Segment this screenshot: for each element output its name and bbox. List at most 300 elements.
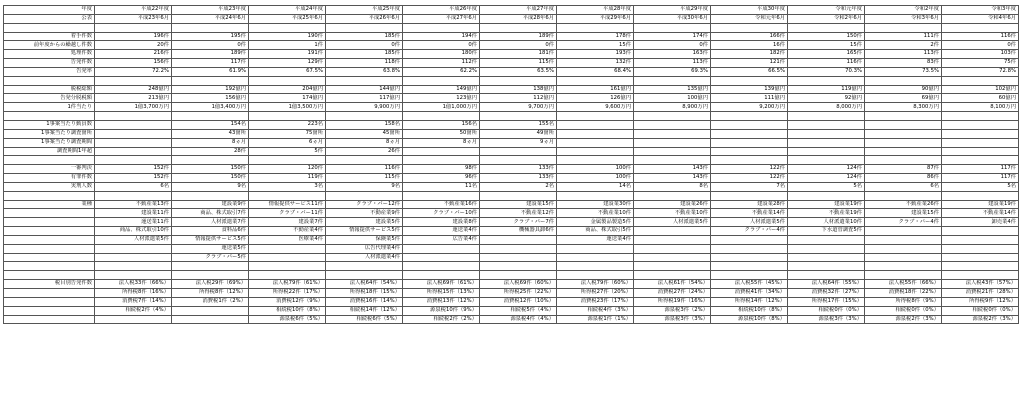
table-cell[interactable]: 商品、株式取引7件: [172, 209, 249, 218]
table-cell[interactable]: 75箇所: [249, 129, 326, 138]
table-cell[interactable]: 源泉税3件（2%）: [634, 306, 711, 315]
table-cell[interactable]: 1億1,000万円: [403, 103, 480, 112]
table-cell[interactable]: [634, 120, 711, 129]
table-cell[interactable]: 112億円: [480, 94, 557, 103]
table-cell[interactable]: 117件: [942, 174, 1019, 183]
table-cell[interactable]: 119億円: [788, 85, 865, 94]
table-cell[interactable]: [403, 147, 480, 156]
table-cell[interactable]: 建設業5件: [326, 218, 403, 227]
table-cell[interactable]: 源泉税10件（9%）: [403, 306, 480, 315]
table-cell[interactable]: 49箇所: [480, 129, 557, 138]
table-cell[interactable]: 6名: [865, 182, 942, 191]
table-cell[interactable]: 令和3年度: [942, 6, 1019, 15]
table-cell[interactable]: 相続税2件（2%）: [403, 315, 480, 324]
table-cell[interactable]: 消費税41件（34%）: [711, 289, 788, 298]
table-cell[interactable]: 源泉税2件（3%）: [865, 315, 942, 324]
table-cell[interactable]: 5名: [788, 182, 865, 191]
table-cell[interactable]: [480, 112, 557, 121]
table-cell[interactable]: 124件: [788, 165, 865, 174]
table-cell[interactable]: 63.8%: [326, 67, 403, 76]
table-cell[interactable]: 45箇所: [326, 129, 403, 138]
table-cell[interactable]: 消費税32件（27%）: [788, 289, 865, 298]
table-cell[interactable]: 2件: [865, 41, 942, 50]
table-cell[interactable]: 150件: [172, 174, 249, 183]
table-cell[interactable]: [249, 244, 326, 253]
table-cell[interactable]: 建設業9件: [172, 200, 249, 209]
row-label[interactable]: 1事案当たり動員数: [4, 120, 95, 129]
table-cell[interactable]: 102億円: [942, 85, 1019, 94]
table-cell[interactable]: [788, 235, 865, 244]
table-cell[interactable]: 96件: [403, 174, 480, 183]
table-cell[interactable]: 源泉税1件（1%）: [557, 315, 634, 324]
table-cell[interactable]: 8名: [634, 182, 711, 191]
row-label[interactable]: [4, 112, 95, 121]
table-cell[interactable]: 令和2年度: [865, 6, 942, 15]
row-label[interactable]: [4, 235, 95, 244]
table-cell[interactable]: [634, 129, 711, 138]
table-cell[interactable]: [634, 147, 711, 156]
table-cell[interactable]: 66.5%: [711, 67, 788, 76]
table-cell[interactable]: 人材派遣業5件: [95, 235, 172, 244]
table-cell[interactable]: [711, 76, 788, 85]
table-cell[interactable]: 122件: [711, 174, 788, 183]
table-cell[interactable]: 0件: [403, 41, 480, 50]
table-cell[interactable]: 3名: [249, 182, 326, 191]
table-cell[interactable]: [172, 306, 249, 315]
table-cell[interactable]: [634, 227, 711, 236]
table-cell[interactable]: 源泉税4件（4%）: [480, 315, 557, 324]
table-cell[interactable]: 11名: [403, 182, 480, 191]
table-cell[interactable]: [711, 23, 788, 32]
row-label[interactable]: 着手件数: [4, 32, 95, 41]
table-cell[interactable]: [480, 235, 557, 244]
table-cell[interactable]: [557, 23, 634, 32]
table-cell[interactable]: [942, 271, 1019, 280]
table-cell[interactable]: 115件: [480, 59, 557, 68]
table-cell[interactable]: 156件: [95, 59, 172, 68]
table-cell[interactable]: 所得税27件（20%）: [557, 289, 634, 298]
table-cell[interactable]: [942, 156, 1019, 165]
table-cell[interactable]: 8,100万円: [942, 103, 1019, 112]
table-cell[interactable]: [95, 315, 172, 324]
table-cell[interactable]: 191件: [249, 50, 326, 59]
row-label[interactable]: [4, 23, 95, 32]
table-cell[interactable]: 法人税43件（57%）: [942, 280, 1019, 289]
table-cell[interactable]: 0件: [942, 41, 1019, 50]
table-cell[interactable]: [557, 191, 634, 200]
table-cell[interactable]: 86件: [865, 174, 942, 183]
row-label[interactable]: 実刑人数: [4, 182, 95, 191]
table-cell[interactable]: 43箇所: [172, 129, 249, 138]
table-cell[interactable]: 平成29年度: [634, 6, 711, 15]
table-cell[interactable]: [865, 120, 942, 129]
table-cell[interactable]: 情報提供サービス5件: [326, 227, 403, 236]
table-cell[interactable]: 156億円: [172, 94, 249, 103]
table-cell[interactable]: [95, 23, 172, 32]
row-label[interactable]: 税目別告発件数: [4, 280, 95, 289]
table-cell[interactable]: クラブ・バー10件: [403, 209, 480, 218]
table-cell[interactable]: [865, 253, 942, 262]
table-cell[interactable]: 相続税5件（4%）: [480, 306, 557, 315]
table-cell[interactable]: 建設業30件: [557, 200, 634, 209]
table-cell[interactable]: 132件: [557, 59, 634, 68]
table-cell[interactable]: [249, 112, 326, 121]
table-cell[interactable]: 117件: [942, 165, 1019, 174]
table-cell[interactable]: [634, 262, 711, 271]
row-label[interactable]: [4, 253, 95, 262]
table-cell[interactable]: 92億円: [788, 94, 865, 103]
table-cell[interactable]: 平成27年6月: [403, 14, 480, 23]
table-cell[interactable]: 源泉税10件（8%）: [711, 315, 788, 324]
table-cell[interactable]: 源泉税2件（3%）: [942, 315, 1019, 324]
table-cell[interactable]: 建設業19件: [788, 200, 865, 209]
table-cell[interactable]: 人材派遣業5件: [634, 218, 711, 227]
row-label[interactable]: 告発率: [4, 67, 95, 76]
table-cell[interactable]: 法人税79件（61%）: [249, 280, 326, 289]
table-cell[interactable]: 178件: [557, 32, 634, 41]
table-cell[interactable]: 158名: [326, 120, 403, 129]
table-cell[interactable]: [249, 271, 326, 280]
table-cell[interactable]: [480, 262, 557, 271]
table-cell[interactable]: 8ヵ月: [326, 138, 403, 147]
table-cell[interactable]: 所得税22件（17%）: [249, 289, 326, 298]
table-cell[interactable]: 0件: [480, 41, 557, 50]
table-cell[interactable]: 不動産業16件: [403, 200, 480, 209]
table-cell[interactable]: 8ヵ月: [172, 138, 249, 147]
table-cell[interactable]: [326, 191, 403, 200]
row-label[interactable]: [4, 227, 95, 236]
table-cell[interactable]: [711, 271, 788, 280]
table-cell[interactable]: 機械器具卸6件: [480, 227, 557, 236]
table-cell[interactable]: 不動産業14件: [942, 209, 1019, 218]
table-cell[interactable]: 161億円: [557, 85, 634, 94]
table-cell[interactable]: [557, 262, 634, 271]
table-cell[interactable]: 123億円: [403, 94, 480, 103]
row-label[interactable]: 業種: [4, 200, 95, 209]
table-cell[interactable]: 法人税29件（69%）: [172, 280, 249, 289]
table-cell[interactable]: [172, 315, 249, 324]
table-cell[interactable]: 平成25年6月: [249, 14, 326, 23]
table-cell[interactable]: [788, 120, 865, 129]
table-cell[interactable]: 154名: [172, 120, 249, 129]
table-cell[interactable]: [172, 76, 249, 85]
table-cell[interactable]: 人材派遣業5件: [711, 218, 788, 227]
table-cell[interactable]: 消費税7件（14%）: [95, 297, 172, 306]
table-cell[interactable]: [865, 129, 942, 138]
table-cell[interactable]: 20件: [95, 41, 172, 50]
table-cell[interactable]: 143件: [634, 174, 711, 183]
table-cell[interactable]: 情報提供サービス11件: [249, 200, 326, 209]
table-cell[interactable]: [788, 138, 865, 147]
table-cell[interactable]: 所得税19件（16%）: [634, 297, 711, 306]
table-cell[interactable]: 118件: [326, 59, 403, 68]
table-cell[interactable]: 平成24年度: [249, 6, 326, 15]
table-cell[interactable]: 建設業15件: [480, 200, 557, 209]
table-cell[interactable]: 法人税55件（45%）: [711, 280, 788, 289]
table-cell[interactable]: 不動産業9件: [326, 209, 403, 218]
table-cell[interactable]: [942, 227, 1019, 236]
table-cell[interactable]: 100億円: [634, 94, 711, 103]
table-cell[interactable]: 144億円: [326, 85, 403, 94]
table-cell[interactable]: 0件: [326, 41, 403, 50]
table-cell[interactable]: 87件: [865, 165, 942, 174]
table-cell[interactable]: 相続税0件（0%）: [788, 306, 865, 315]
table-cell[interactable]: [942, 253, 1019, 262]
table-cell[interactable]: 133件: [480, 165, 557, 174]
table-cell[interactable]: 法人税64件（54%）: [326, 280, 403, 289]
table-cell[interactable]: [480, 147, 557, 156]
table-cell[interactable]: [557, 120, 634, 129]
table-cell[interactable]: 源泉税3件（3%）: [788, 315, 865, 324]
table-cell[interactable]: [865, 227, 942, 236]
table-cell[interactable]: 90億円: [865, 85, 942, 94]
table-cell[interactable]: 法人税33件（66%）: [95, 280, 172, 289]
row-label[interactable]: [4, 306, 95, 315]
table-cell[interactable]: [403, 191, 480, 200]
table-cell[interactable]: 113件: [865, 50, 942, 59]
table-cell[interactable]: 建設業15件: [865, 209, 942, 218]
table-cell[interactable]: 119件: [249, 174, 326, 183]
table-cell[interactable]: 平成26年度: [403, 6, 480, 15]
table-cell[interactable]: [480, 23, 557, 32]
table-cell[interactable]: 建設業26件: [634, 200, 711, 209]
table-cell[interactable]: [403, 271, 480, 280]
table-cell[interactable]: 9ヵ月: [480, 138, 557, 147]
table-cell[interactable]: [788, 129, 865, 138]
table-cell[interactable]: 126億円: [557, 94, 634, 103]
row-label[interactable]: [4, 289, 95, 298]
table-cell[interactable]: 70.3%: [788, 67, 865, 76]
table-cell[interactable]: 不動産業26件: [865, 200, 942, 209]
table-cell[interactable]: [942, 23, 1019, 32]
row-label[interactable]: 有罪件数: [4, 174, 95, 183]
table-cell[interactable]: [788, 244, 865, 253]
table-cell[interactable]: 消費税16件（14%）: [326, 297, 403, 306]
table-cell[interactable]: 所得税17件（15%）: [788, 297, 865, 306]
table-cell[interactable]: [557, 244, 634, 253]
table-cell[interactable]: [249, 156, 326, 165]
table-cell[interactable]: 166件: [711, 32, 788, 41]
table-cell[interactable]: 法人税69件（61%）: [403, 280, 480, 289]
table-cell[interactable]: 50箇所: [403, 129, 480, 138]
table-cell[interactable]: 所得税18件（15%）: [326, 289, 403, 298]
table-cell[interactable]: 不動産業10件: [634, 209, 711, 218]
table-cell[interactable]: 消費税21件（28%）: [942, 289, 1019, 298]
table-cell[interactable]: [711, 129, 788, 138]
table-cell[interactable]: [711, 235, 788, 244]
table-cell[interactable]: [480, 156, 557, 165]
table-cell[interactable]: 1件: [249, 41, 326, 50]
table-cell[interactable]: 8ヵ月: [403, 138, 480, 147]
table-cell[interactable]: 相続税4件（3%）: [557, 306, 634, 315]
table-cell[interactable]: 149億円: [403, 85, 480, 94]
table-cell[interactable]: [942, 191, 1019, 200]
row-label[interactable]: 年度: [4, 6, 95, 15]
table-cell[interactable]: 116件: [788, 59, 865, 68]
table-cell[interactable]: 15件: [557, 41, 634, 50]
table-cell[interactable]: 152件: [95, 174, 172, 183]
table-cell[interactable]: 163件: [634, 50, 711, 59]
table-cell[interactable]: 医療業4件: [249, 235, 326, 244]
table-cell[interactable]: 平成26年6月: [326, 14, 403, 23]
table-cell[interactable]: 135億円: [634, 85, 711, 94]
table-cell[interactable]: 相続税0件（0%）: [942, 306, 1019, 315]
table-cell[interactable]: [326, 76, 403, 85]
table-cell[interactable]: 0件: [172, 41, 249, 50]
table-cell[interactable]: 100件: [557, 165, 634, 174]
table-cell[interactable]: [788, 76, 865, 85]
table-cell[interactable]: 14名: [557, 182, 634, 191]
table-cell[interactable]: [95, 253, 172, 262]
table-cell[interactable]: クラブ・バー7件: [480, 218, 557, 227]
table-cell[interactable]: 174件: [634, 32, 711, 41]
table-cell[interactable]: [634, 112, 711, 121]
table-cell[interactable]: [634, 244, 711, 253]
table-cell[interactable]: 令和元年6月: [711, 14, 788, 23]
table-cell[interactable]: 平成22年度: [95, 6, 172, 15]
table-cell[interactable]: 7名: [711, 182, 788, 191]
table-cell[interactable]: [326, 156, 403, 165]
table-cell[interactable]: [95, 156, 172, 165]
table-cell[interactable]: [942, 262, 1019, 271]
table-cell[interactable]: 平成28年6月: [480, 14, 557, 23]
table-cell[interactable]: [788, 147, 865, 156]
table-cell[interactable]: [788, 191, 865, 200]
table-cell[interactable]: 139億円: [711, 85, 788, 94]
table-cell[interactable]: [95, 244, 172, 253]
table-cell[interactable]: [95, 262, 172, 271]
row-label[interactable]: 告発分脱税額: [4, 94, 95, 103]
table-cell[interactable]: クラブ・バー4件: [865, 218, 942, 227]
table-cell[interactable]: 平成30年度: [711, 6, 788, 15]
table-cell[interactable]: [249, 23, 326, 32]
table-cell[interactable]: [249, 76, 326, 85]
table-cell[interactable]: 9,900万円: [326, 103, 403, 112]
table-cell[interactable]: 113件: [634, 59, 711, 68]
row-label[interactable]: [4, 262, 95, 271]
table-cell[interactable]: 令和元年度: [788, 6, 865, 15]
table-cell[interactable]: 保険業5件: [326, 235, 403, 244]
table-cell[interactable]: 1億3,500万円: [249, 103, 326, 112]
table-cell[interactable]: 不動産業13件: [95, 200, 172, 209]
table-cell[interactable]: [95, 76, 172, 85]
table-cell[interactable]: 8,900万円: [634, 103, 711, 112]
table-cell[interactable]: 不動産業10件: [557, 209, 634, 218]
table-cell[interactable]: [403, 23, 480, 32]
row-label[interactable]: [4, 297, 95, 306]
table-cell[interactable]: 情報提供サービス5件: [172, 235, 249, 244]
table-cell[interactable]: 67.5%: [249, 67, 326, 76]
table-cell[interactable]: 72.2%: [95, 67, 172, 76]
table-cell[interactable]: 法人税55件（66%）: [865, 280, 942, 289]
table-cell[interactable]: 223名: [249, 120, 326, 129]
table-cell[interactable]: 0件: [634, 41, 711, 50]
table-cell[interactable]: 72.8%: [942, 67, 1019, 76]
row-label[interactable]: 1事案当たり調査期間: [4, 138, 95, 147]
row-label[interactable]: 処理件数: [4, 50, 95, 59]
table-cell[interactable]: [942, 138, 1019, 147]
table-cell[interactable]: 189件: [172, 50, 249, 59]
table-cell[interactable]: [942, 76, 1019, 85]
row-label[interactable]: [4, 218, 95, 227]
table-cell[interactable]: [942, 112, 1019, 121]
table-cell[interactable]: 法人税64件（55%）: [788, 280, 865, 289]
table-cell[interactable]: 平成24年6月: [172, 14, 249, 23]
row-label[interactable]: [4, 156, 95, 165]
table-cell[interactable]: 111件: [865, 32, 942, 41]
table-cell[interactable]: 150件: [788, 32, 865, 41]
table-cell[interactable]: [403, 156, 480, 165]
table-cell[interactable]: [557, 253, 634, 262]
table-cell[interactable]: 相続税10件（8%）: [249, 306, 326, 315]
table-cell[interactable]: 182件: [711, 50, 788, 59]
table-cell[interactable]: 61.9%: [172, 67, 249, 76]
table-cell[interactable]: [326, 112, 403, 121]
table-cell[interactable]: 62.2%: [403, 67, 480, 76]
table-cell[interactable]: [865, 156, 942, 165]
table-cell[interactable]: 75件: [942, 59, 1019, 68]
table-cell[interactable]: [865, 262, 942, 271]
table-cell[interactable]: 117億円: [326, 94, 403, 103]
table-cell[interactable]: [865, 147, 942, 156]
table-cell[interactable]: 133件: [480, 174, 557, 183]
table-cell[interactable]: [711, 156, 788, 165]
table-cell[interactable]: 所得税14件（12%）: [711, 297, 788, 306]
table-cell[interactable]: クラブ・バー12件: [326, 200, 403, 209]
table-cell[interactable]: [634, 156, 711, 165]
table-cell[interactable]: 195件: [172, 32, 249, 41]
table-cell[interactable]: 16件: [711, 41, 788, 50]
table-cell[interactable]: 117件: [172, 59, 249, 68]
table-cell[interactable]: [634, 191, 711, 200]
table-cell[interactable]: 116件: [942, 32, 1019, 41]
table-cell[interactable]: [865, 271, 942, 280]
table-cell[interactable]: 広告代理業4件: [326, 244, 403, 253]
table-cell[interactable]: 180件: [403, 50, 480, 59]
table-cell[interactable]: [326, 23, 403, 32]
table-cell[interactable]: 115件: [326, 174, 403, 183]
table-cell[interactable]: 122件: [711, 165, 788, 174]
table-cell[interactable]: 相続税14件（12%）: [326, 306, 403, 315]
table-cell[interactable]: [557, 112, 634, 121]
table-cell[interactable]: [865, 23, 942, 32]
table-cell[interactable]: 152件: [95, 165, 172, 174]
table-cell[interactable]: [711, 253, 788, 262]
row-label[interactable]: [4, 76, 95, 85]
table-cell[interactable]: 平成29年6月: [557, 14, 634, 23]
table-cell[interactable]: [403, 262, 480, 271]
row-label[interactable]: [4, 209, 95, 218]
table-cell[interactable]: 消費税12件（10%）: [480, 297, 557, 306]
table-cell[interactable]: 相続税2件（4%）: [95, 306, 172, 315]
table-cell[interactable]: 116件: [326, 165, 403, 174]
table-cell[interactable]: クラブ・バー5件: [172, 253, 249, 262]
table-cell[interactable]: [403, 76, 480, 85]
table-cell[interactable]: [249, 191, 326, 200]
table-cell[interactable]: 155名: [480, 120, 557, 129]
table-cell[interactable]: 令和4年6月: [942, 14, 1019, 23]
table-cell[interactable]: [865, 244, 942, 253]
table-cell[interactable]: [634, 253, 711, 262]
table-cell[interactable]: [172, 191, 249, 200]
table-cell[interactable]: 下水道管調査5件: [788, 227, 865, 236]
table-cell[interactable]: [95, 191, 172, 200]
table-cell[interactable]: [172, 156, 249, 165]
table-cell[interactable]: 平成23年6月: [95, 14, 172, 23]
table-cell[interactable]: 185件: [326, 50, 403, 59]
table-cell[interactable]: [403, 244, 480, 253]
table-cell[interactable]: [95, 129, 172, 138]
